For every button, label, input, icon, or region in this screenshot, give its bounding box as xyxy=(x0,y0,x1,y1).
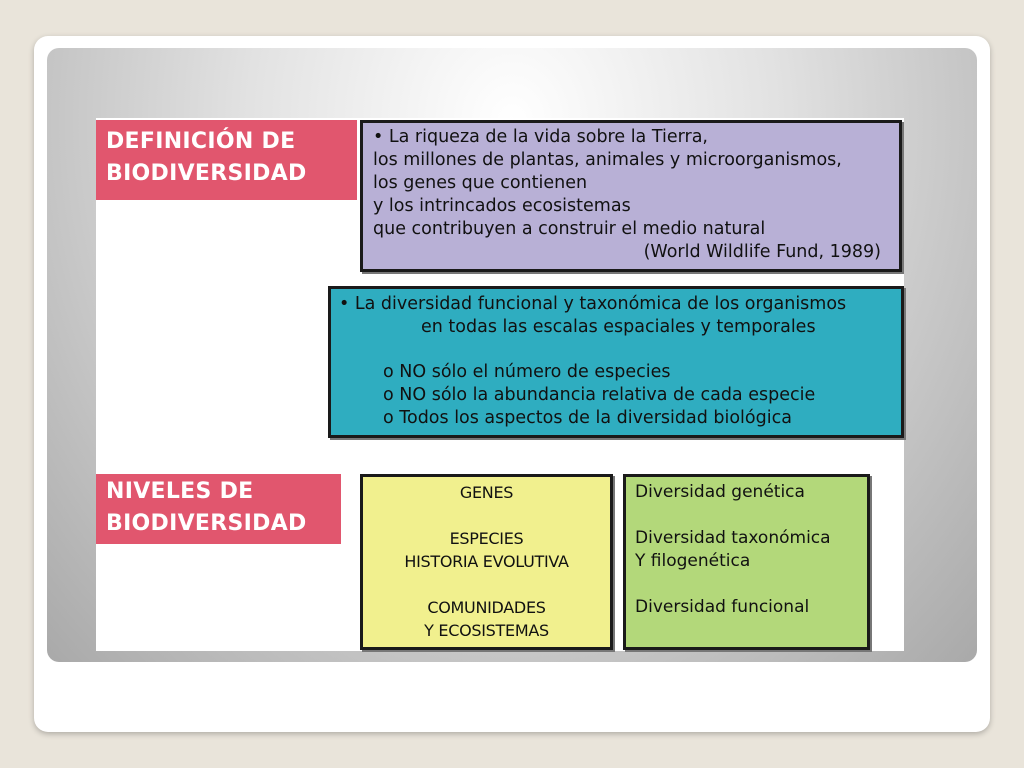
diversity-types-box xyxy=(623,474,870,650)
definition-line-4: y los intrincados ecosistemas xyxy=(373,196,631,216)
levels-label-line-2: BIODIVERSIDAD xyxy=(106,511,307,536)
diversity-genetic: Diversidad genética xyxy=(635,482,805,502)
level-evolution: HISTORIA EVOLUTIVA xyxy=(404,552,569,571)
functional-item-3: o Todos los aspectos de la diversidad biológica xyxy=(383,408,792,428)
levels-box xyxy=(360,474,613,650)
functional-lead-2: en todas las escalas espaciales y temporales xyxy=(421,317,816,337)
functional-item-1: o NO sólo el número de especies xyxy=(383,362,671,382)
level-genes: GENES xyxy=(459,483,514,502)
diversity-taxonomic: Diversidad taxonómica xyxy=(635,528,831,548)
slide-content xyxy=(96,118,904,651)
definition-line-3: los genes que contienen xyxy=(373,173,588,193)
definition-label-line-2: BIODIVERSIDAD xyxy=(106,161,307,186)
level-ecosystems: Y ECOSISTEMAS xyxy=(424,621,549,640)
levels-label xyxy=(96,474,341,544)
definition-line-2: los millones de plantas, animales y microorganismos, xyxy=(373,150,842,170)
level-communities: COMUNIDADES xyxy=(427,598,546,617)
definition-label-line-1: DEFINICIÓN DE xyxy=(106,129,296,154)
definition-line-1: • La riqueza de la vida sobre la Tierra, xyxy=(373,127,708,147)
definition-box xyxy=(360,120,902,272)
functional-lead: • La diversidad funcional y taxonómica de los organismos xyxy=(339,294,847,314)
levels-label-line-1: NIVELES DE xyxy=(106,479,254,504)
functional-item-2: o NO sólo la abundancia relativa de cada especie xyxy=(383,385,816,405)
definition-source: (World Wildlife Fund, 1989) xyxy=(643,242,881,262)
definition-label xyxy=(96,120,357,200)
functional-diversity-box xyxy=(328,286,904,438)
diversity-phylogenetic: Y filogenética xyxy=(635,551,751,571)
diversity-functional: Diversidad funcional xyxy=(635,597,810,617)
level-species: ESPECIES xyxy=(449,529,524,548)
definition-line-5: que contribuyen a construir el medio natural xyxy=(373,219,766,239)
